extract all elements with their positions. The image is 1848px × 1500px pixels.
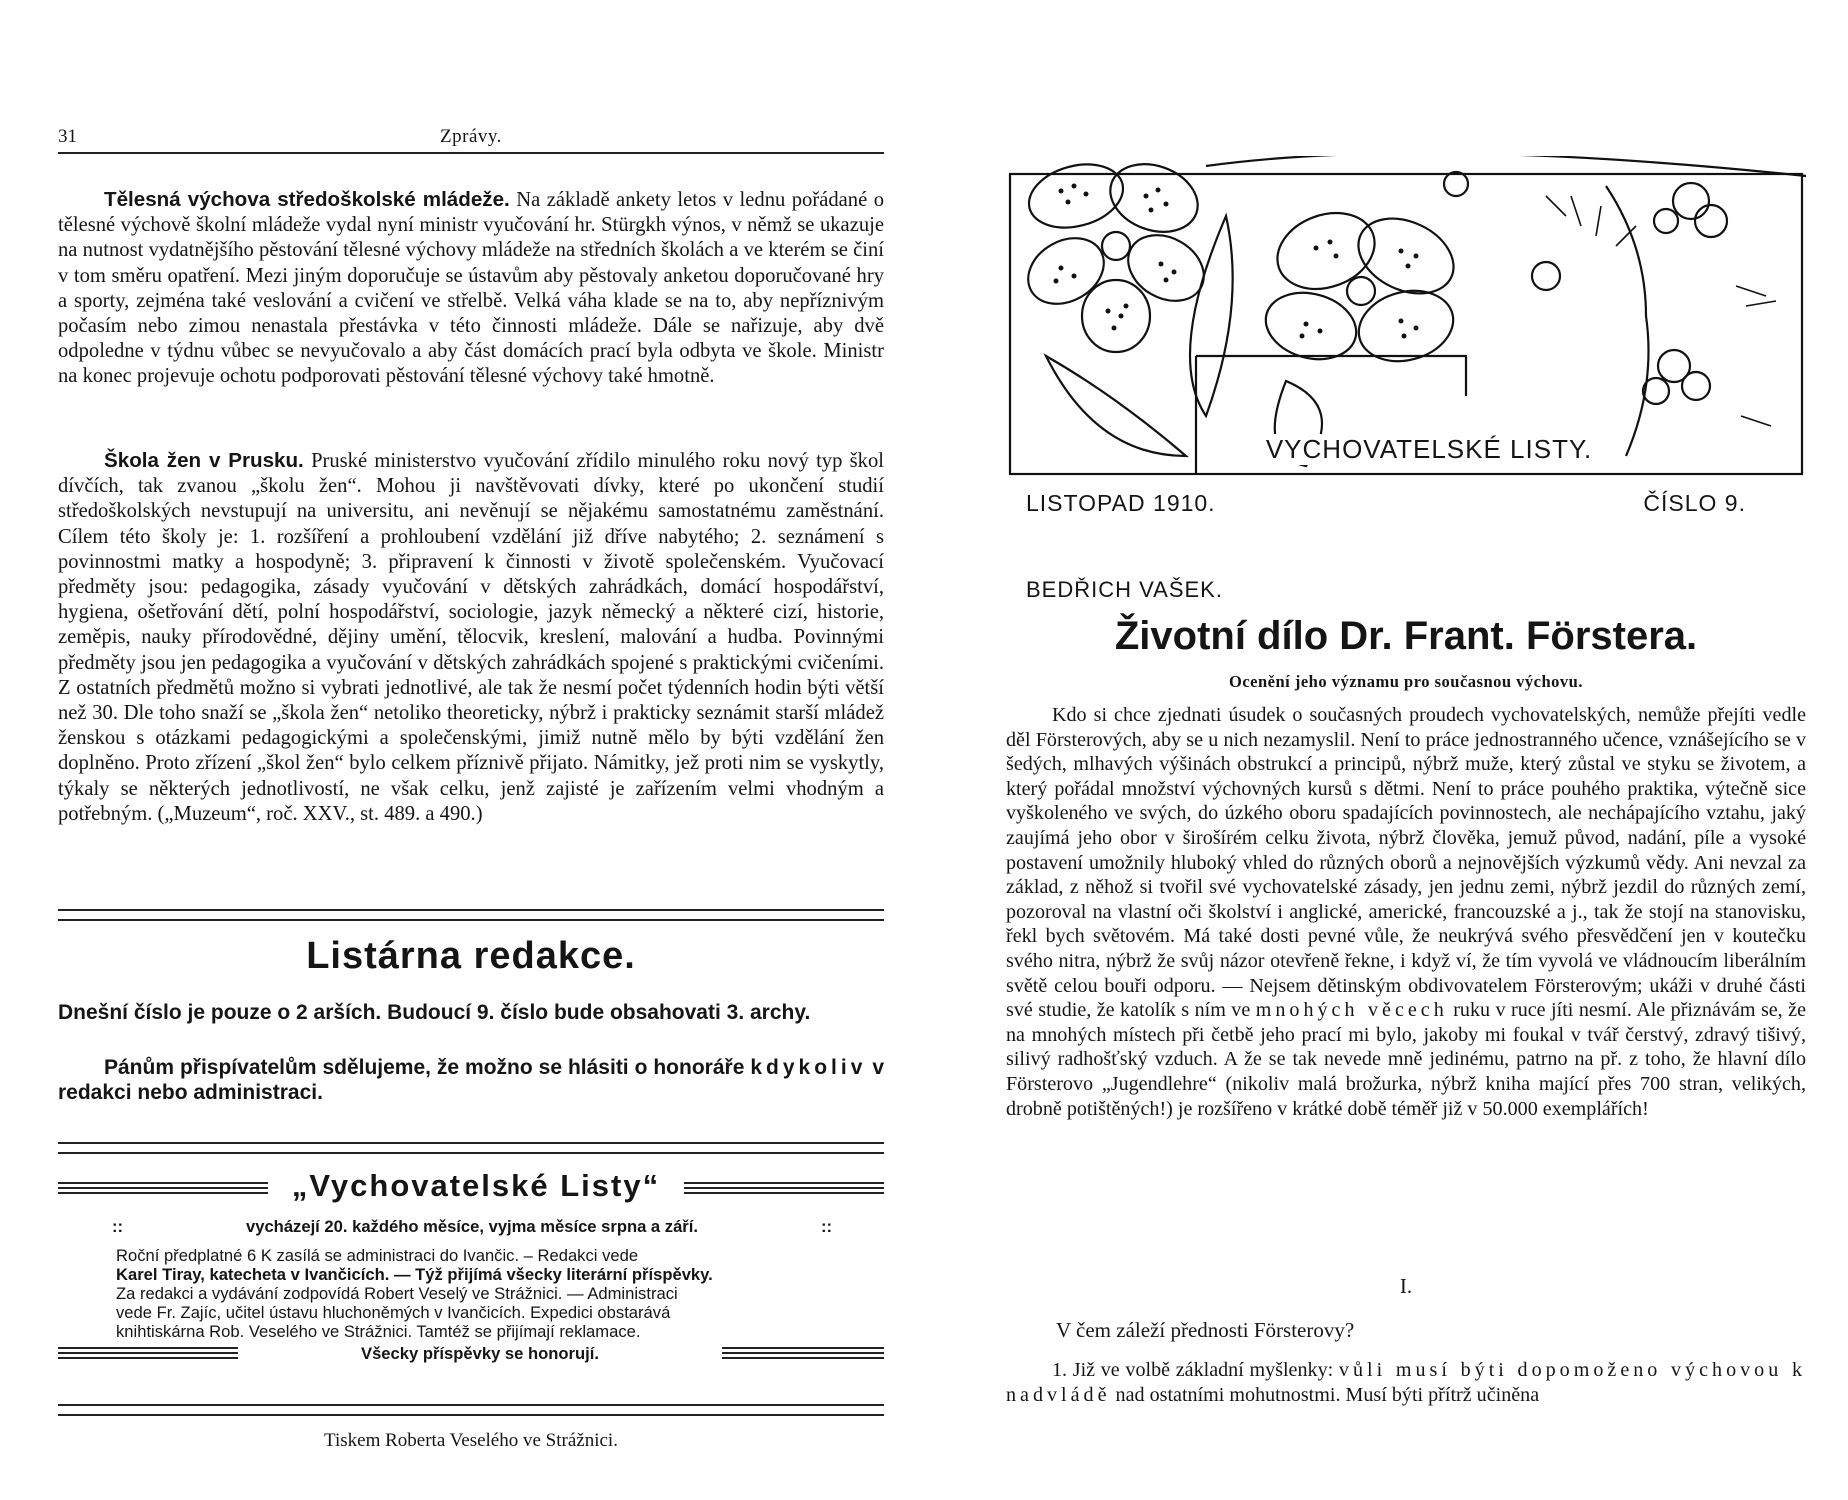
ornament-rule — [684, 1182, 884, 1194]
ornament-rule — [58, 1182, 268, 1194]
flower-icon — [1258, 200, 1465, 371]
notice-text: v redakci nebo administraci. — [58, 1056, 884, 1104]
intro-text: ruku v ruce jíti nesmí. Ale přiznávám se, že na mnohých místech při četbě jeho prací mi bylo, jakoby mi foukal v tvář čerstvý, zdravý tišivý, silivý radhošťský vzduch. A že se tak nevede mně jedinému, patrno na př. z toho, že hlavní dílo Försterovo „Jugendlehre“ (nikoliv malá brožurka, nýbrž kniha mající přes 700 stran, velikých, drobně potištěných!) je rozšířeno v krátké době téměř již v 50.000 exemplářích! — [1006, 999, 1806, 1120]
section-question: V čem záleží přednosti Försterovy? — [1056, 1318, 1355, 1342]
section-divider — [58, 909, 884, 921]
section-divider — [58, 1404, 884, 1416]
ornament-marks: :: — [820, 1217, 832, 1236]
section-divider — [58, 1142, 884, 1154]
page-number: 31 — [58, 126, 77, 147]
notice-text: Pánům přispívatelům sdělujeme, že možno se hlásiti o honoráře — [104, 1056, 745, 1079]
imprint-honor: Všecky příspěvky se honorují. — [361, 1344, 599, 1363]
point-emphasis: vůli musí býti dopomoženo výchovou k nadvládě — [1006, 1359, 1806, 1406]
news-physical-education — [58, 187, 884, 390]
imprint-line: Karel Tiray, katecheta v Ivančicích. — Týž přijímá všecky literární příspěvky. — [116, 1265, 713, 1284]
article-author: BEDŘICH VAŠEK. — [1026, 577, 1223, 602]
ornament-rule — [58, 1347, 238, 1359]
news-text: Na základě ankety letos v lednu pořádané o tělesné výchově školní mládeže vydal nyní ministr vyučování hr. Stürgkh výnos, v němž se ukazuje na nutnost vydatnějšího pěstování tělesné výchovy mládeže na středních školách a ve kterém se činí v tom směru opatření. Mezi jiným doporučuje se ústavům aby pěstovaly anketou doporučované hry a sporty, zejména také veslování a cvičení ve střelbě. Velká váha klade se na to, aby nepříznivým počasím nebo zimou nenastala přestávka v této činnosti mládeže. Dále se nařizuje, aby dvě odpoledne v týdnu vůbec se nevyučovalo a aby část domácích prací byla odbyta ve škole. Ministr na konec projevuje ochotu podporovati pěstování tělesné výchovy také hmotně. — [58, 189, 884, 388]
news-title: Tělesná výchova středoškolské mládeže. — [104, 188, 510, 211]
needles-icon — [1546, 196, 1776, 426]
notice-emphasis: kdykoliv — [750, 1056, 867, 1079]
article-title: Životní dílo Dr. Frant. Förstera. — [1114, 614, 1698, 658]
point-1 — [1006, 1358, 1806, 1407]
imprint-line: Za redakci a vydávání zodpovídá Robert Veselý ve Strážnici. — Administraci — [116, 1284, 678, 1303]
masthead-title: VYCHOVATELSKÉ LISTY. — [1244, 434, 1614, 465]
section-heading: Listárna redakce. — [306, 935, 636, 977]
section-number: I. — [1399, 1274, 1413, 1298]
running-head — [58, 126, 884, 152]
intro-text: Kdo si chce zjednati úsudek o současných proudech vychovatelských, nemůže přejíti vedle děl Försterových, aby se u nich nezamyslil. Není to práce jednostranného učence, vznášejícího se v šedých, mlhavých výšinách obstrukcí a principů, nýbrž muže, který zůstal ve styku se životem, a který pořádal množství výchovných kursů s dětmi. Není to práce pouhého praktika, výtečně sice vyškoleného ve svých, do úzkého oboru spadajících povinnostech, ale nechápajícího vztahu, jaký zaujímá jeho obor v širošírém celku života, nýbrž člověka, jemuž původ, nadání, píle a vysoké postavení umožnily hluboký vhled do různých oborů a nejnovějších výzkumů vědy. Ani nevzal za základ, z něhož si tvořil své vychovatelské zásady, jen jednu zemi, nýbrž jezdil do různých zemí, pozoroval na vlastní oči školství i anglické, americké, francouzské a j., tak že stojí na stanovisku, řekl bych světovém. Má také dosti pevné vůle, že neukrývá svého přesvědčení jen v koutečku svého nitra, nýbrž že svůj názor otevřeně řekne, i když ví, že tím vyvolá ve vládnoucím liberálním světě celou bouři odporu. — Nejsem dětinským obdivovatelem Försterovým; ukáži v druhé části své studie, že katolík s ním ve — [1006, 704, 1806, 1022]
branch-icon — [1606, 186, 1649, 456]
flower-icon — [1016, 156, 1215, 352]
imprint-title: „Vychovatelské Listy“ — [291, 1168, 661, 1203]
notice-issue-size: Dnešní číslo je pouze o 2 arších. Budoucí 9. číslo bude obsahovati 3. archy. — [58, 1001, 811, 1024]
intro-emphasis: mnohých věcech — [1255, 999, 1448, 1022]
notice-honoraria — [58, 1055, 884, 1105]
running-title: Zprávy. — [440, 126, 502, 147]
ornament-rule — [722, 1347, 884, 1359]
ornament-marks: :: — [112, 1217, 124, 1236]
printer-line: Tiskem Roberta Veselého ve Strážnici. — [324, 1430, 618, 1451]
article-subtitle: Ocenění jeho významu pro současnou výchovu. — [1229, 672, 1583, 691]
banner-frame — [1010, 174, 1802, 474]
point-text: nad ostatními mohutnostmi. Musí býti přítrž učiněna — [1110, 1383, 1540, 1406]
imprint-body — [116, 1246, 836, 1341]
floral-banner — [1006, 156, 1806, 478]
point-text: 1. Již ve volbě základní myšlenky: — [1052, 1359, 1339, 1381]
issue-number: ČÍSLO 9. — [1643, 490, 1746, 516]
imprint-frequency — [112, 1217, 832, 1236]
leaf-icon — [1046, 356, 1186, 456]
imprint-line: vede Fr. Zajíc, učitel ústavu hluchoněmých v Ivančicích. Expedici obstarává — [116, 1303, 671, 1322]
berry-icon — [1444, 172, 1727, 404]
imprint-line: knihtiskárna Rob. Veselého ve Strážnici. Tamtéž se přijímají reklamace. — [116, 1322, 641, 1341]
header-rule — [58, 152, 884, 154]
news-text: Pruské ministerstvo vyučování zřídilo minulého roku nový typ škol dívčích, tak zvanou „školu žen“. Mohou ji navštěvovati dívky, které po ukončení studií středoškolských nevstupují na universitu, ani nevěnují se nějakému samostatnému zaměstnání. Cílem této školy je: 1. rozšíření a prohloubení vzdělání již dříve nabytého; 2. seznámení s povinnostmi matky a hospodyně; 3. připravení k činnosti v životě společenském. Vyučovací předměty jsou: pedagogika, zásady vyučování v dětských zahrádkách, domácí hospodářství, hygiena, ošetřování dětí, polní hospodářství, sociologie, jazyk německý a některé cizí, historie, zeměpis, nauky přírodovědné, dějiny umění, tělocvik, kreslení, malování a hudba. Povinnými předměty jsou jen pedagogika a vyučování v dětských zahrádkách spojené s praktickými cvičeními. Z ostatních předmětů možno si vybrati jednotlivé, ale tak že nesmí počet týdenních hodin býti větší než 30. Dle toho snaží se „škola žen“ netoliko theoreticky, nýbrž i prakticky seznámit starší mládež ženskou s otázkami pedagogickými a společenskými, jimiž nutně mělo by býti vzdělání žen doplněno. Proto zřízení „škol žen“ bylo celkem příznivě přijato. Námitky, jež proti nim se vyskytly, týkaly se některých jednotlivostí, ne však celku, jenž zajisté je zařízením velmi vhodným a potřebným. („Muzeum“, roč. XXV., st. 489. a 490.) — [58, 450, 884, 825]
issue-date: LISTOPAD 1910. — [1026, 490, 1216, 516]
news-women-school — [58, 448, 884, 827]
article-intro — [1006, 703, 1806, 1121]
frequency-text: vycházejí 20. každého měsíce, vyjma měsíce srpna a září. — [246, 1217, 698, 1236]
right-page — [924, 0, 1848, 1500]
imprint-line: Roční předplatné 6 K zasílá se administraci do Ivančic. – Redakci vede — [116, 1246, 639, 1265]
news-title: Škola žen v Prusku. — [104, 449, 304, 472]
